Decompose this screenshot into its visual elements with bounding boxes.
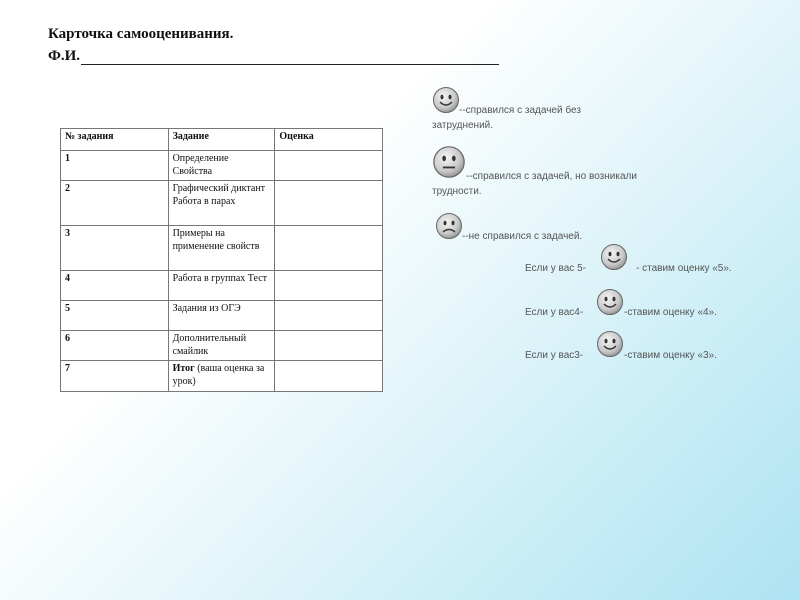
header-grade: Оценка xyxy=(275,129,383,151)
task-number: 1 xyxy=(61,151,169,181)
rule-4-suffix: -ставим оценку «4». xyxy=(624,307,717,318)
smiley-happy-icon xyxy=(432,86,460,114)
grade-cell[interactable] xyxy=(275,271,383,301)
task-number: 3 xyxy=(61,226,169,271)
table-row xyxy=(61,361,383,392)
task-name: Задания из ОГЭ xyxy=(168,301,275,331)
grade-cell[interactable] xyxy=(275,151,383,181)
task-name: Работа в группах Тест xyxy=(168,271,275,301)
task-name: Примеры на применение свойств xyxy=(168,226,275,271)
legend-neutral-text: --справился с задачей, но возникали xyxy=(466,171,637,182)
grade-cell[interactable] xyxy=(275,226,383,271)
header-task: Задание xyxy=(168,129,275,151)
smiley-happy-icon xyxy=(596,288,624,316)
task-number: 7 xyxy=(61,361,169,392)
rule-3-suffix: -ставим оценку «3». xyxy=(624,350,717,361)
table-row xyxy=(61,181,383,226)
smiley-neutral-icon xyxy=(432,145,466,179)
task-number: 6 xyxy=(61,331,169,361)
legend-sad-text: --не справился с задачей. xyxy=(462,231,583,242)
task-number: 4 xyxy=(61,271,169,301)
page-title: Карточка самооценивания. xyxy=(48,26,234,42)
header-task-number: № задания xyxy=(61,129,169,151)
legend-neutral-text-cont: трудности. xyxy=(432,186,482,197)
table-row xyxy=(61,226,383,271)
table-row xyxy=(61,331,383,361)
self-assessment-table xyxy=(60,128,383,392)
task-number: 5 xyxy=(61,301,169,331)
grade-cell[interactable] xyxy=(275,181,383,226)
rule-4-prefix: Если у вас4- xyxy=(525,307,584,318)
task-name: Определение Свойства xyxy=(168,151,275,181)
grade-cell[interactable] xyxy=(275,301,383,331)
table-row xyxy=(61,301,383,331)
task-name-bold: Итог xyxy=(172,363,195,374)
task-name-rest: (ваша оценка за урок) xyxy=(172,363,265,387)
table-row xyxy=(61,271,383,301)
task-name: Дополнительный смайлик xyxy=(168,331,275,361)
grade-cell[interactable] xyxy=(275,331,383,361)
legend-happy-text-cont: затруднений. xyxy=(432,120,494,131)
fio-label: Ф.И. xyxy=(48,48,81,64)
name-underline[interactable] xyxy=(81,49,499,65)
grade-cell[interactable] xyxy=(275,361,383,392)
smiley-happy-icon xyxy=(596,330,624,358)
task-name xyxy=(168,361,275,392)
smiley-happy-icon xyxy=(600,243,628,271)
table-header-row xyxy=(61,129,383,151)
task-name: Графический диктант Работа в парах xyxy=(168,181,275,226)
rule-3-prefix: Если у вас3- xyxy=(525,350,584,361)
rule-5-suffix: - ставим оценку «5». xyxy=(636,263,732,274)
rule-5-prefix: Если у вас 5- xyxy=(525,263,586,274)
task-number: 2 xyxy=(61,181,169,226)
legend-happy-text: --справился с задачей без xyxy=(459,105,581,116)
table-row xyxy=(61,151,383,181)
name-field-line xyxy=(48,48,499,65)
smiley-sad-icon xyxy=(435,212,463,240)
